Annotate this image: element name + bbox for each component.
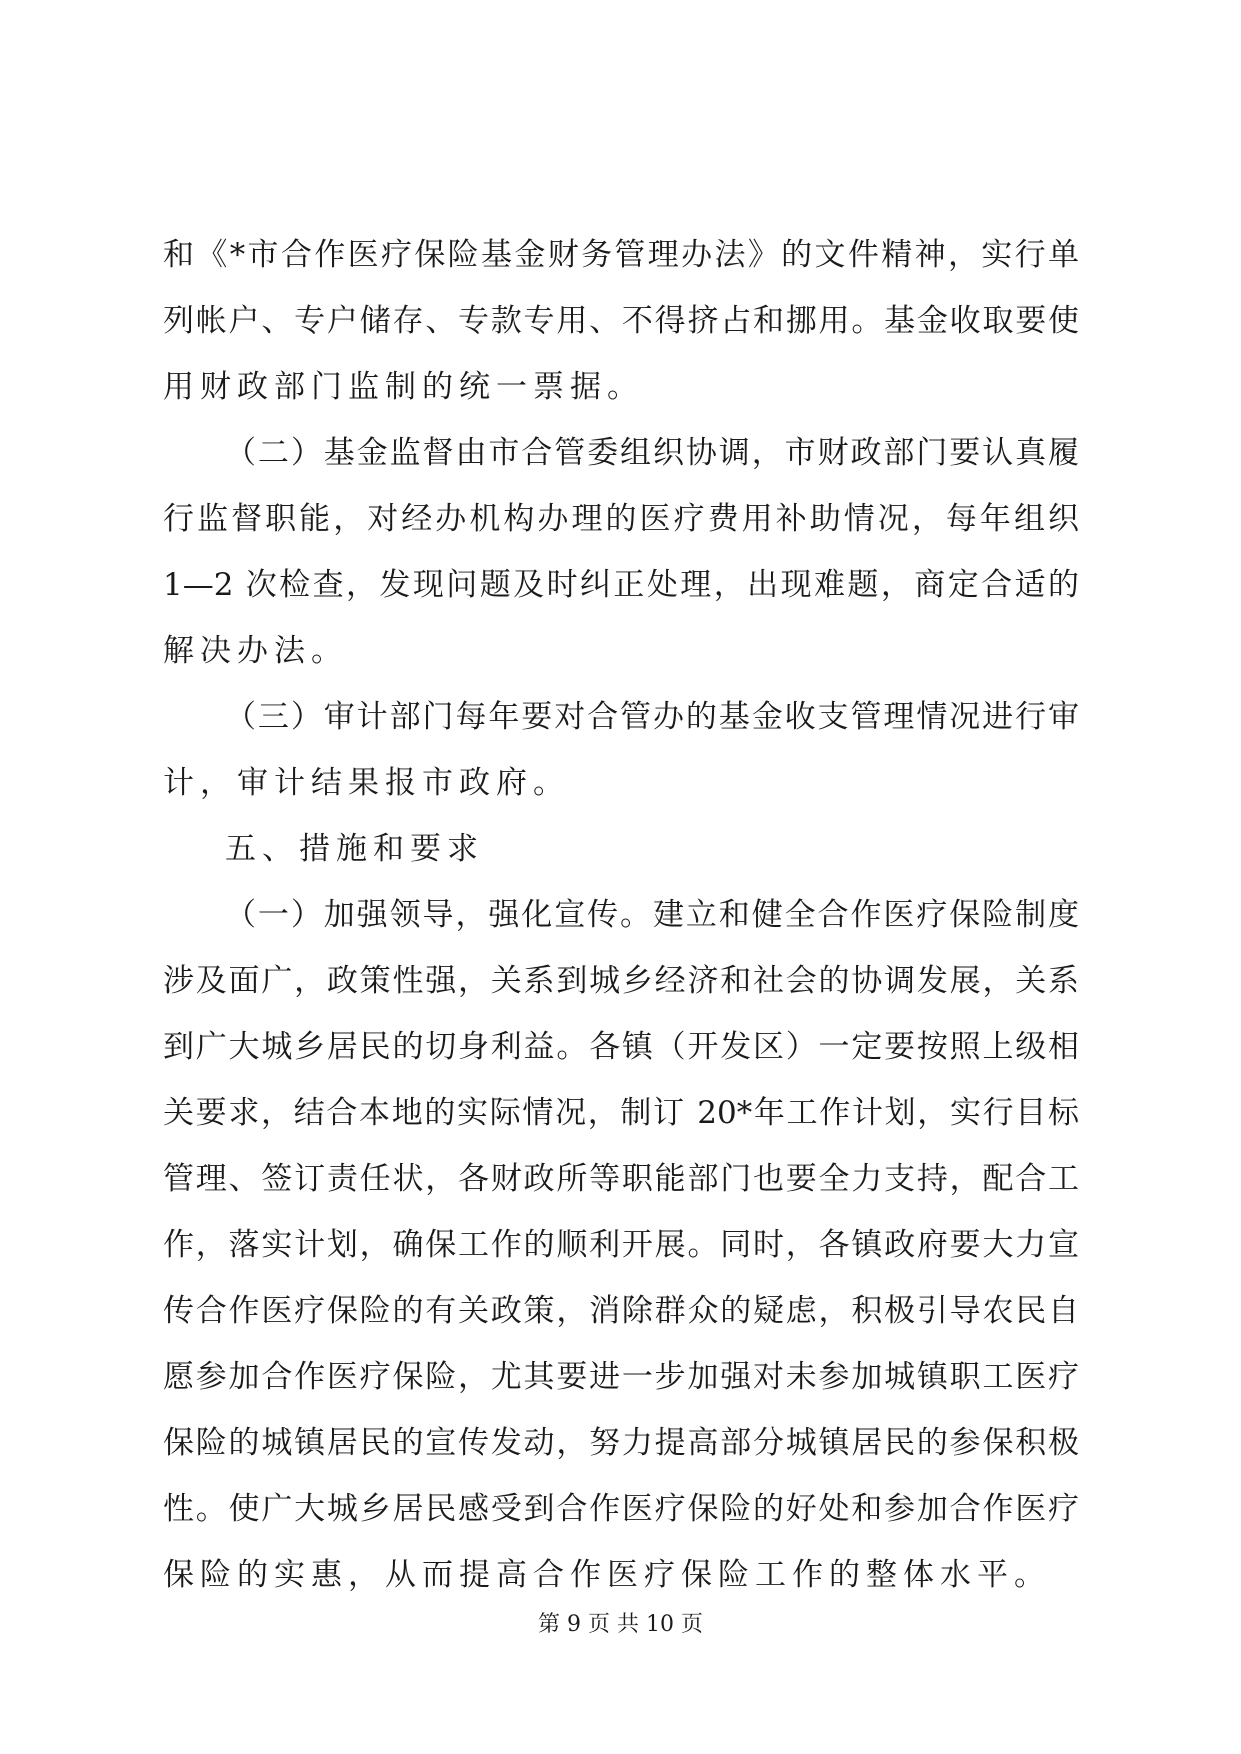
text-line: 关要求，结合本地的实际情况，制订 20*年工作计划，实行目标 [163,1095,1079,1131]
paragraph-start-line: （二）基金监督由市合管委组织协调，市财政部门要认真履 [225,435,1079,471]
text-line: 性。使广大城乡居民感受到合作医疗保险的好处和参加合作医疗 [163,1491,1079,1527]
text-line: 传合作医疗保险的有关政策，消除群众的疑虑，积极引导农民自 [163,1293,1079,1329]
text-line: 保险的城镇居民的宣传发动，努力提高部分城镇居民的参保积极 [163,1425,1079,1461]
text-line: 用财政部门监制的统一票据。 [163,369,644,405]
text-line: 列帐户、专户储存、专款专用、不得挤占和挪用。基金收取要使 [163,303,1079,339]
text-line: 解决办法。 [163,633,348,669]
section-heading: 五、措施和要求 [225,831,484,867]
text-line: 行监督职能，对经办机构办理的医疗费用补助情况，每年组织 [163,501,1079,537]
text-line: 计，审计结果报市政府。 [163,765,570,801]
text-line: 1—2 次检查，发现问题及时纠正处理，出现难题，商定合适的 [163,567,1079,603]
text-line: 作，落实计划，确保工作的顺利开展。同时，各镇政府要大力宣 [163,1227,1079,1263]
text-line: 管理、签订责任状，各财政所等职能部门也要全力支持，配合工 [163,1161,1079,1197]
text-line: 和《*市合作医疗保险基金财务管理办法》的文件精神，实行单 [163,237,1079,273]
text-line: 愿参加合作医疗保险，尤其要进一步加强对未参加城镇职工医疗 [163,1359,1079,1395]
paragraph-start-line: （一）加强领导，强化宣传。建立和健全合作医疗保险制度 [225,897,1079,933]
paragraph-start-line: （三）审计部门每年要对合管办的基金收支管理情况进行审 [225,699,1079,735]
page-number-footer: 第 9 页 共 10 页 [538,1612,703,1637]
text-line: 到广大城乡居民的切身利益。各镇（开发区）一定要按照上级相 [163,1029,1079,1065]
text-line: 涉及面广，政策性强，关系到城乡经济和社会的协调发展，关系 [163,963,1079,999]
text-line: 保险的实惠，从而提高合作医疗保险工作的整体水平。 [163,1557,1051,1593]
document-body [163,222,1079,1608]
